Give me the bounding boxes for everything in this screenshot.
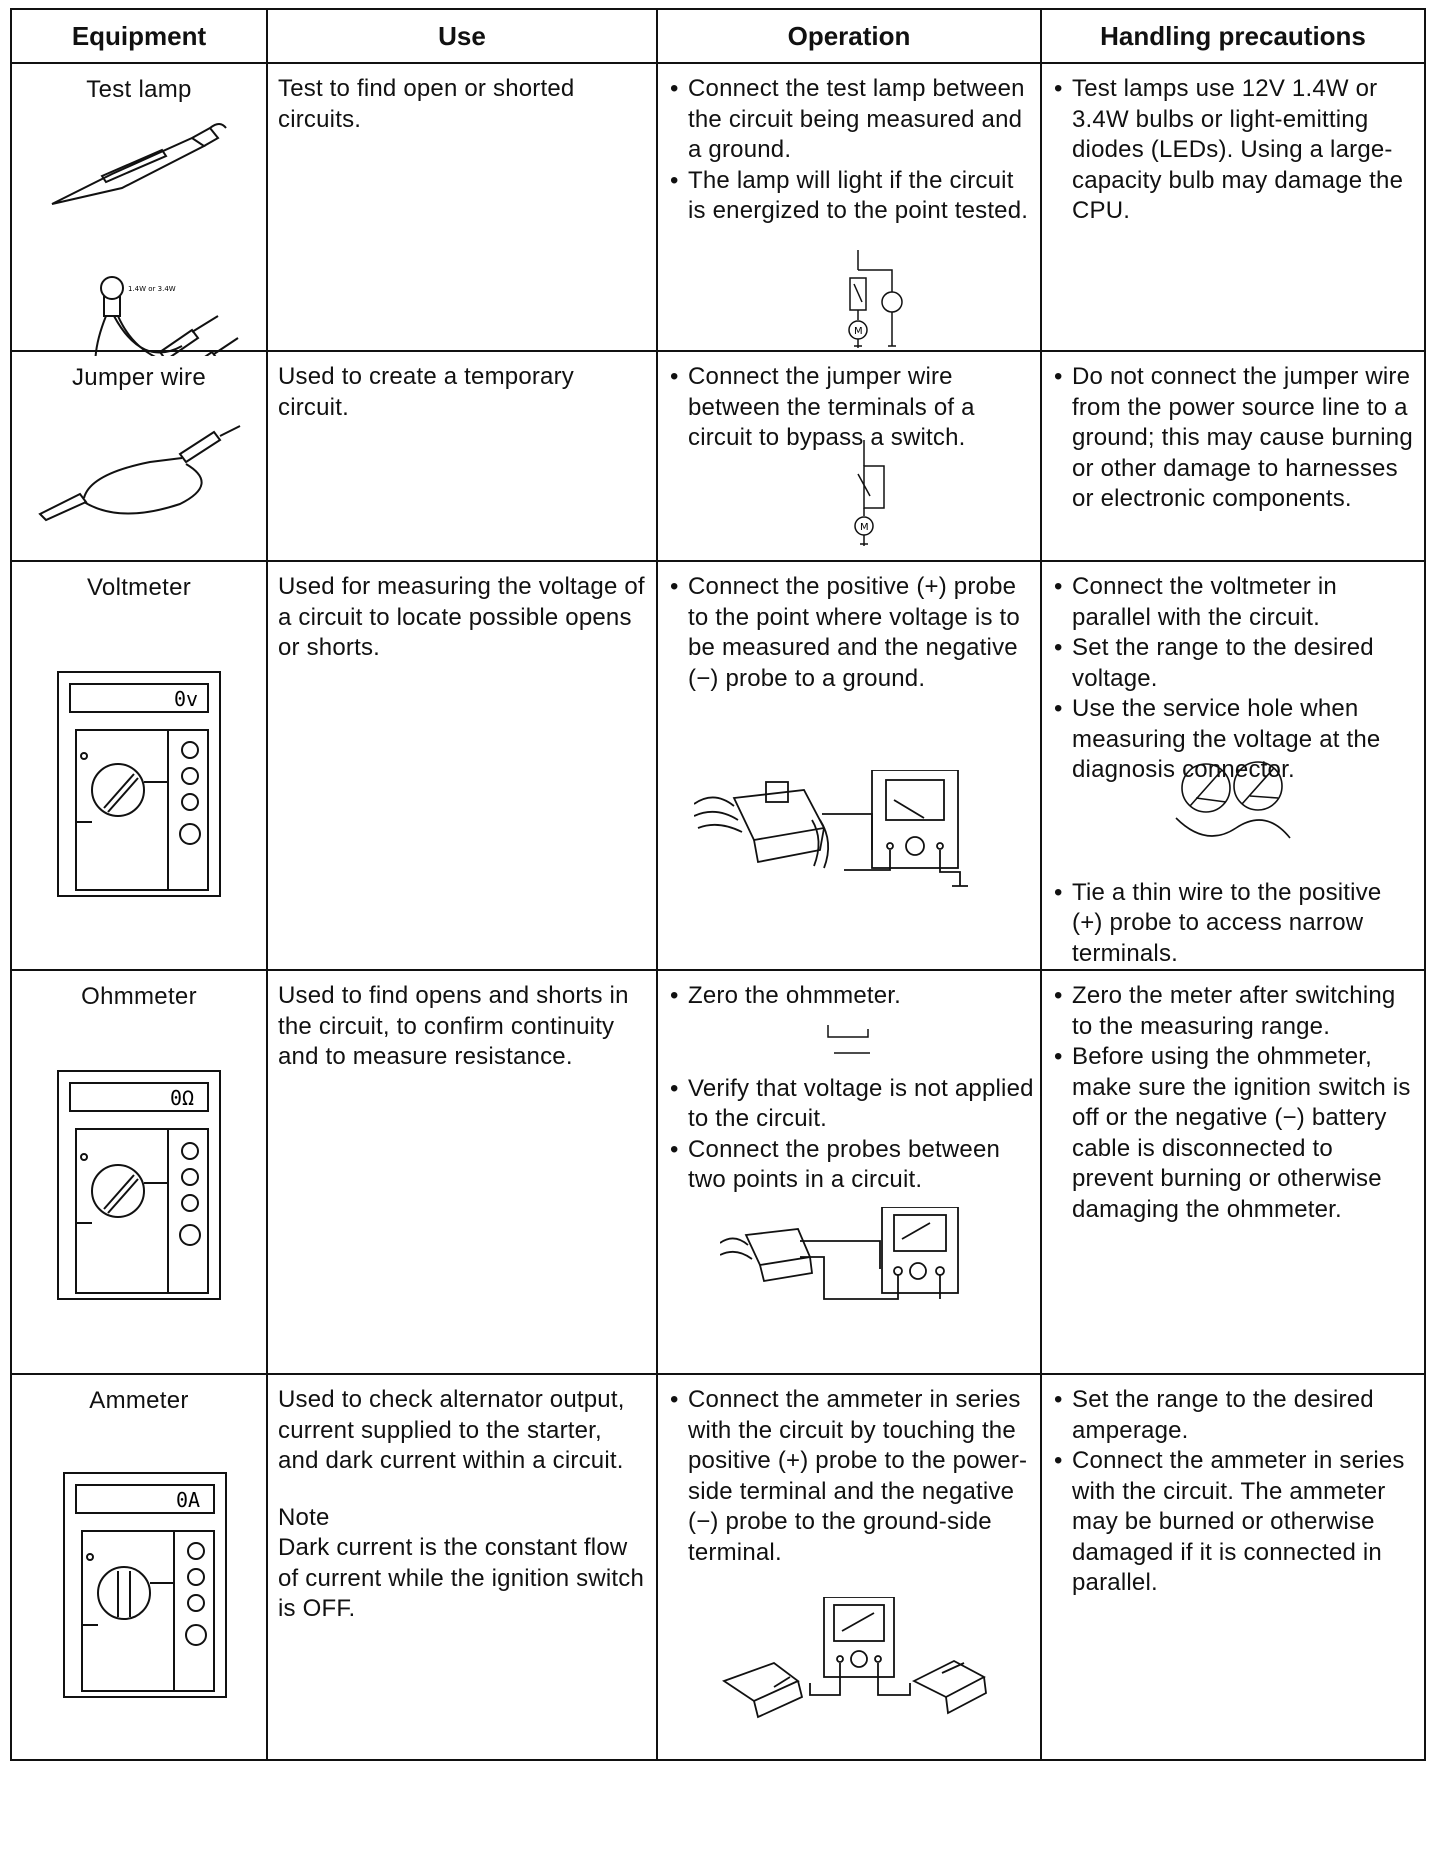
precautions-list bbox=[1042, 971, 1424, 1225]
ohmmeter-display: 0Ω bbox=[170, 1086, 195, 1110]
precaution-item: • Connect the voltmeter in parallel with the circuit. bbox=[1050, 572, 1418, 633]
equipment-cell bbox=[11, 561, 267, 970]
ammeter-display: 0A bbox=[176, 1488, 201, 1512]
precautions-cell bbox=[1041, 63, 1425, 351]
precaution-item: • Set the range to the desired amperage. bbox=[1050, 1385, 1418, 1446]
operation-list bbox=[658, 971, 1040, 1196]
voltmeter-display: 0v bbox=[174, 687, 199, 711]
operation-cell bbox=[657, 970, 1041, 1374]
test-lamp-circuit-diagram bbox=[838, 250, 928, 350]
operation-item: • Connect the jumper wire between the terminals of a circuit to bypass a switch. bbox=[666, 362, 1034, 454]
operation-item: • Connect the ammeter in series with the circuit by touching the positive (+) probe to the power-side terminal and the negative (−) probe to the ground-side terminal. bbox=[666, 1385, 1034, 1568]
test-lamp-probe-illustration bbox=[42, 116, 242, 356]
precautions-cell bbox=[1041, 351, 1425, 561]
service-hole-illustration bbox=[1166, 758, 1296, 848]
use-cell bbox=[267, 561, 657, 970]
equipment-cell bbox=[11, 970, 267, 1374]
jumper-circuit-diagram bbox=[844, 440, 904, 550]
bulb-label: 1.4W or 3.4W bbox=[128, 285, 176, 293]
operation-cell bbox=[657, 63, 1041, 351]
use-text: Test to find open or shorted circuits. bbox=[278, 75, 575, 133]
equipment-name: Jumper wire bbox=[72, 364, 206, 391]
precaution-item: • Test lamps use 12V 1.4W or 3.4W bulbs or light-emitting diodes (LEDs). Using a large-capacity bulb may damage the CPU. bbox=[1050, 74, 1418, 227]
note-title: Note bbox=[278, 1503, 330, 1531]
header-operation: Operation bbox=[657, 9, 1041, 63]
precaution-item: • Do not connect the jumper wire from the power source line to a ground; this may cause burning or other damage to harnesses or electronic components. bbox=[1050, 362, 1418, 515]
use-cell bbox=[267, 63, 657, 351]
use-block bbox=[268, 1375, 656, 1625]
note-text: Dark current is the constant flow of current while the ignition switch is OFF. bbox=[278, 1534, 645, 1622]
equipment-name: Test lamp bbox=[86, 76, 192, 103]
precaution-item: • Set the range to the desired voltage. bbox=[1050, 633, 1418, 694]
precautions-list bbox=[1042, 64, 1424, 227]
ammeter-connection-diagram bbox=[714, 1597, 994, 1721]
equipment-cell bbox=[11, 351, 267, 561]
table-row bbox=[11, 561, 1425, 970]
ammeter-illustration bbox=[62, 1471, 228, 1699]
operation-cell bbox=[657, 351, 1041, 561]
svg-text:M: M bbox=[854, 326, 863, 337]
table-row bbox=[11, 970, 1425, 1374]
operation-list bbox=[658, 352, 1040, 454]
precaution-item: • Tie a thin wire to the positive (+) probe to access narrow terminals. bbox=[1050, 878, 1418, 970]
precautions-cell bbox=[1041, 1374, 1425, 1760]
voltmeter-illustration bbox=[56, 670, 222, 898]
precautions-cell bbox=[1041, 561, 1425, 970]
operation-list bbox=[658, 562, 1040, 694]
precaution-item: • Connect the ammeter in series with the circuit. The ammeter may be burned or otherwise damaged if it is connected in parallel. bbox=[1050, 1446, 1418, 1599]
use-text: Used to find opens and shorts in the circuit, to confirm continuity and to measure resistance. bbox=[278, 982, 629, 1070]
table-row bbox=[11, 351, 1425, 561]
ohmmeter-illustration bbox=[56, 1069, 222, 1301]
header-use: Use bbox=[267, 9, 657, 63]
operation-cell bbox=[657, 1374, 1041, 1760]
precautions-list bbox=[1042, 352, 1424, 515]
table-row bbox=[11, 63, 1425, 351]
ohmmeter-connection-diagram bbox=[720, 1207, 980, 1307]
table-row bbox=[11, 1374, 1425, 1760]
operation-item: • Connect the positive (+) probe to the point where voltage is to be measured and the negative (−) probe to a ground. bbox=[666, 572, 1034, 694]
voltmeter-connection-diagram bbox=[694, 770, 1014, 890]
precautions-list bbox=[1042, 1375, 1424, 1599]
svg-text:M: M bbox=[860, 522, 869, 533]
precaution-item: • Use the service hole when measuring the voltage at the diagnosis connector. bbox=[1050, 694, 1418, 786]
use-cell bbox=[267, 351, 657, 561]
operation-cell bbox=[657, 561, 1041, 970]
header-handling-precautions: Handling precautions bbox=[1041, 9, 1425, 63]
header-equipment: Equipment bbox=[11, 9, 267, 63]
operation-item: • Connect the test lamp between the circuit being measured and a ground. bbox=[666, 74, 1034, 166]
equipment-cell bbox=[11, 63, 267, 351]
table-header-row bbox=[11, 9, 1425, 63]
zero-adjust-icon bbox=[818, 1021, 878, 1061]
operation-list bbox=[658, 64, 1040, 227]
use-text: Used to create a temporary circuit. bbox=[278, 363, 575, 421]
use-cell bbox=[267, 970, 657, 1374]
operation-item: • The lamp will light if the circuit is energized to the point tested. bbox=[666, 166, 1034, 227]
equipment-name: Ohmmeter bbox=[81, 983, 197, 1010]
operation-list bbox=[658, 1375, 1040, 1568]
equipment-name: Voltmeter bbox=[86, 574, 192, 601]
precaution-item: • Before using the ohmmeter, make sure the ignition switch is off or the negative (−) battery cable is disconnected to prevent burning or otherwise damaging the ohmmeter. bbox=[1050, 1042, 1418, 1225]
equipment-table bbox=[10, 8, 1426, 1761]
use-text: Used to check alternator output, current supplied to the starter, and dark current within a circuit. bbox=[278, 1386, 625, 1474]
operation-item: • Verify that voltage is not applied to the circuit. bbox=[666, 1074, 1034, 1135]
operation-item: • Connect the probes between two points in a circuit. bbox=[666, 1135, 1034, 1196]
use-text: Used for measuring the voltage of a circuit to locate possible opens or shorts. bbox=[278, 573, 645, 661]
operation-item: • Zero the ohmmeter. bbox=[666, 981, 1034, 1012]
equipment-name: Ammeter bbox=[89, 1387, 189, 1414]
use-cell bbox=[267, 1374, 657, 1760]
jumper-wire-illustration bbox=[30, 414, 256, 524]
precaution-item: • Zero the meter after switching to the measuring range. bbox=[1050, 981, 1418, 1042]
precautions-cell bbox=[1041, 970, 1425, 1374]
equipment-cell bbox=[11, 1374, 267, 1760]
